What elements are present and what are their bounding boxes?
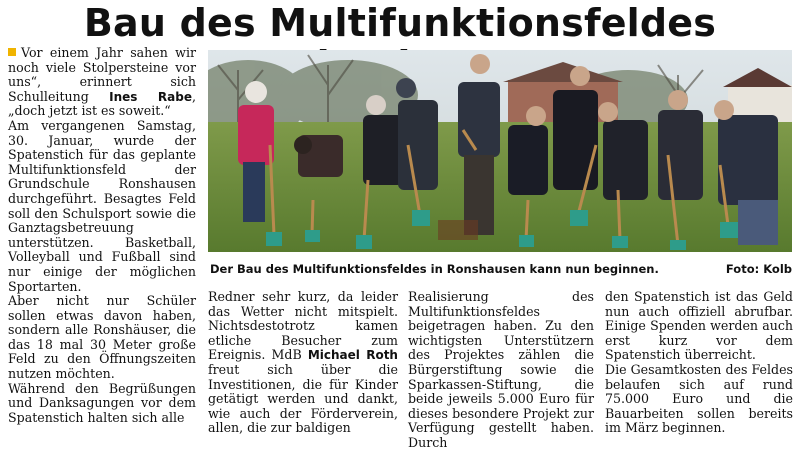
column-1 (8, 46, 196, 425)
photo-caption (210, 262, 792, 276)
column-4 (605, 290, 793, 436)
paragraph: Die Gesamtkosten des Feldes belaufen sich auf rund 75.000 Euro und die Bauarbeiten sollen bereits im März beginnen. (605, 361, 793, 436)
paragraph: den Spatenstich ist das Geld nun auch offiziell abrufbar. Einige Spenden werden auch erst kurz vor dem Spatenstich überreicht. (605, 289, 793, 363)
paragraph: Am vergangenen Samstag, 30. Januar, wurde der Spatenstich für das geplante Multifunktionsfeld der Grundschule Ronshausen durchgeführt. Besagtes Feld soll den Schulsport sowie die Ganztagsbetreuung unterstützen. Basketball, Volleyball und Fußball sind nur einige der möglichen Sportarten. (8, 117, 196, 294)
column-3 (408, 290, 594, 451)
paragraph: Während den Begrüßungen und Danksagungen vor dem Spatenstich halten sich alle (8, 380, 196, 425)
headline: Bau des Multifunktionsfeldes (83, 1, 717, 45)
column-2 (208, 290, 398, 436)
caption-text: Der Bau des Multifunktionsfeldes in Ronshausen kann nun beginnen. (210, 262, 659, 276)
photo-credit: Foto: Kolb (725, 262, 792, 276)
bullet-square-icon (8, 48, 16, 56)
paragraph: Vor einem Jahr sahen wir noch viele Stolpersteine vor uns“, erinnert sich Schulleitung Ines Rabe, „doch jetzt ist es soweit.“ (8, 45, 196, 119)
article-photo (208, 50, 792, 252)
paragraph: Aber nicht nur Schüler sollen etwas davon haben, sondern alle Ronshäuser, die das 18 mal 30 Meter große Feld zu den Öffnungszeiten nutzen möchten. (8, 293, 196, 382)
person-name: Michael Roth (307, 348, 398, 363)
paragraph: Realisierung des Multifunktionsfeldes beigetragen haben. Zu den wichtigsten Unterstützern des Projektes zählen die Bürgerstiftung sowie die Sparkassen-Stiftung, die beide jeweils 5.000 Euro für dieses besondere Projekt zur Verfügung gestellt haben. Durch (408, 289, 594, 450)
person-name: Ines Rabe (109, 89, 192, 104)
photo-illustration (208, 50, 792, 252)
paragraph: Redner sehr kurz, da leider das Wetter nicht mitspielt. Nichtsdestotrotz kamen etliche Besucher zum Ereignis. MdB Michael Roth freut sich über die Investitionen, die für Kinder getätigt werden und dankt, wie auch der Förderverein, allen, die zur baldigen (208, 289, 398, 436)
